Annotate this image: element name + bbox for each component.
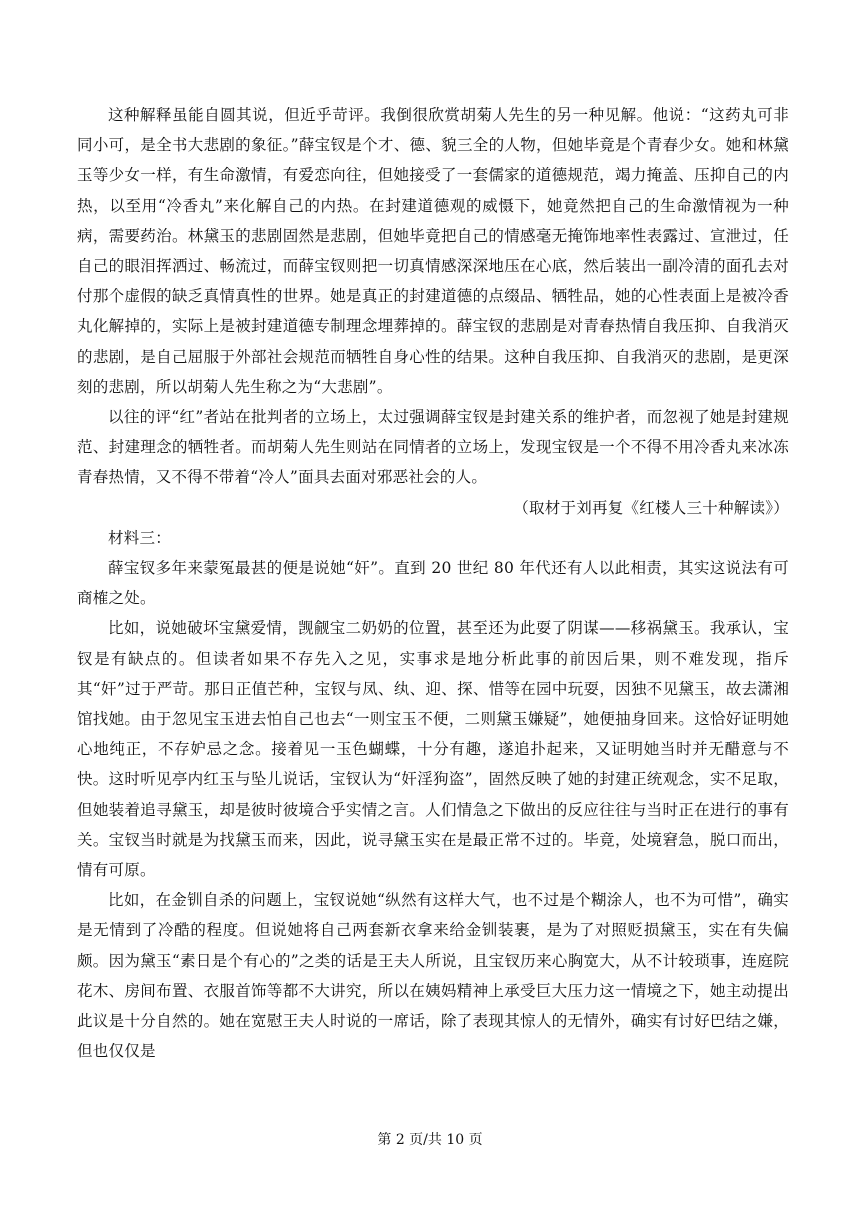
paragraph-jinchuan: 比如，在金钏自杀的问题上，宝钗说她“纵然有这样大气，也不过是个糊涂人，也不为可惜”，确实是无情到了冷酷的程度。但说她将自己两套新衣拿来给金钏装裹，是为了对照贬损黛玉，实在有失偏颇。因为黛玉“素日是个有心的”之类的话是王夫人所说，且宝钗历来心胸宽大，从不计较琐事，连庭院花木、房间布置、衣服首饰等都不大讲究，所以在姨妈精神上承受巨大压力这一情境之下，她主动提出此议是十分自然的。她在宽慰王夫人时说的一席话，除了表现其惊人的无情外，确实有讨好巴结之嫌，但也仅仅是 xyxy=(77,891,789,1061)
page-number: 第 2 页/共 10 页 xyxy=(377,1132,483,1148)
paragraph-injustice: 薛宝钗多年来蒙冤最甚的便是说她“奸”。直到 20 世纪 80 年代还有人以此相责，其实这说法有可商榷之处。 xyxy=(77,559,789,608)
source-citation: （取材于刘再复《红楼人三十种解读》） xyxy=(513,498,789,517)
paragraph-critics: 以往的评“红”者站在批判者的立场上，太过强调薛宝钗是封建关系的维护者，而忽视了她是封建规范、封建理念的牺牲者。而胡菊人先生则站在同情者的立场上，发现宝钗是一个不得不用冷香丸来冰冻青春热情，又不得不带着“冷人”面具去面对邪恶社会的人。 xyxy=(77,408,789,487)
paragraph-butterfly: 比如，说她破坏宝黛爱情，觊觎宝二奶奶的位置，甚至还为此耍了阴谋——移祸黛玉。我承认，宝钗是有缺点的。但读者如果不存先入之见，实事求是地分析此事的前因后果，则不难发现，指斥其“奸”过于严苛。那日正值芒种，宝钗与凤、纨、迎、探、惜等在园中玩耍，因独不见黛玉，故去潇湘馆找她。由于忽见宝玉进去怕自己也去“一则宝玉不便，二则黛玉嫌疑”，她便抽身回来。这恰好证明她心地纯正，不存妒忌之念。接着见一玉色蝴蝶，十分有趣，遂追扑起来，又证明她当时并无醋意与不快。这时听见亭内红玉与坠儿说话，宝钗认为“奸淫狗盗”，固然反映了她的封建正统观念，实不足取，但她装着追寻黛玉，却是彼时彼境合乎实情之言。人们情急之下做出的反应往往与当时正在进行的事有关。宝钗当时就是为找黛玉而来，因此，说寻黛玉实在是最正常不过的。毕竟，处境窘急，脱口而出，情有可原。 xyxy=(77,619,789,880)
document-body xyxy=(77,100,789,1067)
paragraph-explanation: 这种解释虽能自圆其说，但近乎苛评。我倒很欣赏胡菊人先生的另一种见解。他说：“这药丸可非同小可，是全书大悲剧的象征。”薛宝钗是个才、德、貌三全的人物，但她毕竟是个青春少女。她和林黛玉等少女一样，有生命激情，有爱恋向往，但她接受了一套儒家的道德规范，竭力掩盖、压抑自己的内热，以至用“冷香丸”来化解自己的内热。在封建道德观的威慑下，她竟然把自己的生命激情视为一种病，需要药治。林黛玉的悲剧固然是悲剧，但她毕竟把自己的情感毫无掩饰地率性表露过、宣泄过，任自己的眼泪挥洒过、畅流过，而薛宝钗则把一切真情感深深地压在心底，然后装出一副冷清的面孔去对付那个虚假的缺乏真情真性的世界。她是真正的封建道德的点缀品、牺牲品，她的心性表面上是被冷香丸化解掉的，实际上是被封建道德专制理念埋葬掉的。薛宝钗的悲剧是对青春热情自我压抑、自我消灭的悲剧，是自己屈服于外部社会规范而牺牲自身心性的结果。这种自我压抑、自我消灭的悲剧，是更深刻的悲剧，所以胡菊人先生称之为“大悲剧”。 xyxy=(77,106,789,396)
section-label: 材料三： xyxy=(108,528,172,547)
page-footer xyxy=(0,1130,860,1150)
